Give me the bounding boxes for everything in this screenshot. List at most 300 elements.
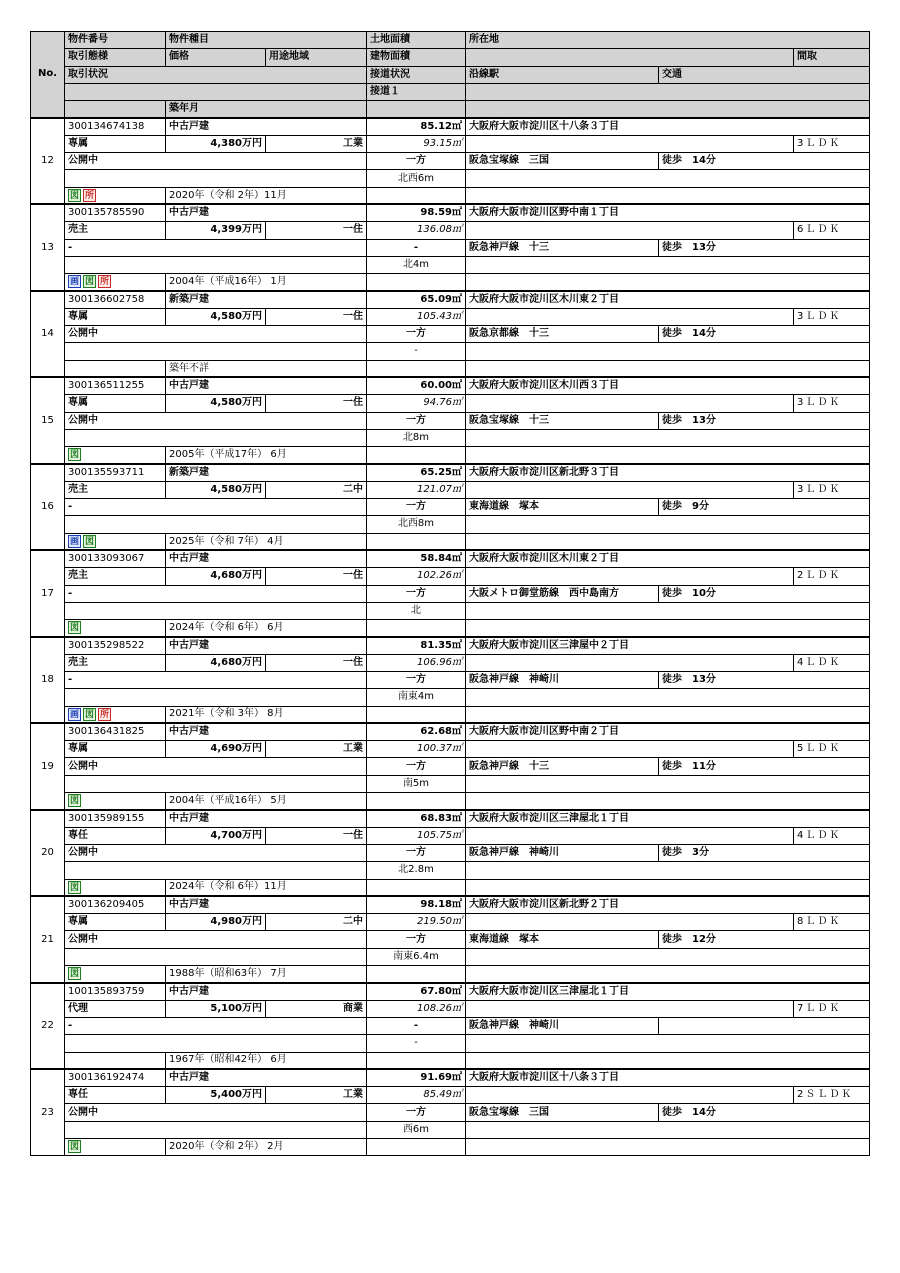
listing-blank <box>367 360 466 377</box>
listing-zoning: 一住 <box>266 308 367 325</box>
listing-zoning: 工業 <box>266 135 367 152</box>
listing-layout: 3ＬＤＫ <box>794 308 870 325</box>
listing-id: 300134674138 <box>65 118 166 135</box>
listing-station: 阪急京都線 十三 <box>466 326 659 343</box>
listing-blank <box>367 793 466 810</box>
listing-row <box>31 793 870 810</box>
listing-transport: 徒歩 14分 <box>659 326 870 343</box>
listing-no: 14 <box>31 291 65 377</box>
listing-blank <box>466 1121 870 1138</box>
listing-icons <box>65 360 166 377</box>
floorplan-icon[interactable]: 図 <box>69 450 79 461</box>
listing-row <box>31 291 870 308</box>
listing-transport: 徒歩 9分 <box>659 499 870 516</box>
floorplan-icon[interactable]: 図 <box>84 709 94 720</box>
listing-transport: 徒歩 14分 <box>659 1104 870 1121</box>
listing-building-area: 136.08㎡ <box>367 222 466 239</box>
listing-zoning: 一住 <box>266 568 367 585</box>
location-icon[interactable]: 所 <box>99 709 109 720</box>
listing-price: 4,580万円 <box>166 481 266 498</box>
listing-road1: 西6m <box>367 1121 466 1138</box>
listing-no: 18 <box>31 637 65 723</box>
listing-road1: 北2.8m <box>367 862 466 879</box>
listing-row <box>31 1069 870 1086</box>
listing-table <box>30 31 870 1156</box>
listing-price: 4,680万円 <box>166 568 266 585</box>
listing-station: 大阪メトロ御堂筋線 西中島南方 <box>466 585 659 602</box>
header-blank <box>367 101 466 118</box>
listing-type: 中古戸建 <box>166 810 367 827</box>
listing-road-status: 一方 <box>367 326 466 343</box>
listing-type: 中古戸建 <box>166 377 367 394</box>
listing-blank <box>466 187 870 204</box>
listing-address: 大阪府大阪市淀川区野中南２丁目 <box>466 723 870 740</box>
listing-blank <box>367 187 466 204</box>
floorplan-icon[interactable]: 図 <box>84 536 94 547</box>
listing-row <box>31 1104 870 1121</box>
listing-land-area: 68.83㎡ <box>367 810 466 827</box>
listing-row <box>31 654 870 671</box>
floorplan-icon[interactable]: 図 <box>69 882 79 893</box>
floorplan-icon[interactable]: 図 <box>69 190 79 201</box>
listing-id: 300136209405 <box>65 896 166 913</box>
listing-icons <box>65 447 166 464</box>
listing-row <box>31 170 870 187</box>
listing-built-date: 2025年（令和 7年） 4月 <box>166 533 367 550</box>
header-row-4 <box>31 83 870 100</box>
listing-status: 公開中 <box>65 931 367 948</box>
listing-row <box>31 447 870 464</box>
listing-price: 4,690万円 <box>166 741 266 758</box>
listing-blank <box>65 1035 367 1052</box>
listing-blank <box>466 741 794 758</box>
listing-no: 19 <box>31 723 65 809</box>
listing-station: 阪急神戸線 神崎川 <box>466 1017 659 1034</box>
listing-status: 公開中 <box>65 758 367 775</box>
listing-blank <box>367 966 466 983</box>
listing-blank <box>65 256 367 273</box>
listing-building-area: 219.50㎡ <box>367 914 466 931</box>
listing-row <box>31 983 870 1000</box>
listing-road1: - <box>367 1035 466 1052</box>
listing-road1: 北西6m <box>367 170 466 187</box>
listing-blank <box>466 395 794 412</box>
listing-id: 300136192474 <box>65 1069 166 1086</box>
floorplan-icon[interactable]: 図 <box>69 796 79 807</box>
listing-id: 100135893759 <box>65 983 166 1000</box>
listing-icons <box>65 966 166 983</box>
listing-blank <box>367 1052 466 1069</box>
listing-row <box>31 516 870 533</box>
floorplan-icon[interactable]: 図 <box>84 277 94 288</box>
listing-blank <box>65 948 367 965</box>
floorplan-icon[interactable]: 図 <box>69 1142 79 1153</box>
listing-land-area: 98.59㎡ <box>367 204 466 221</box>
listing-row <box>31 343 870 360</box>
listing-price: 5,400万円 <box>166 1087 266 1104</box>
listing-id: 300135785590 <box>65 204 166 221</box>
listing-land-area: 67.80㎡ <box>367 983 466 1000</box>
listing-road1: - <box>367 343 466 360</box>
listing-blank <box>466 602 870 619</box>
listing-no: 21 <box>31 896 65 982</box>
listing-road1: 南東6.4m <box>367 948 466 965</box>
listing-layout: 6ＬＤＫ <box>794 222 870 239</box>
listing-blank <box>466 308 794 325</box>
listing-sheet <box>30 31 869 1156</box>
header-kakaku: 価格 <box>166 49 266 66</box>
listing-row <box>31 481 870 498</box>
listing-status: - <box>65 499 367 516</box>
header-shumoku: 物件種目 <box>166 32 367 49</box>
listing-address: 大阪府大阪市淀川区新北野２丁目 <box>466 896 870 913</box>
listing-no: 20 <box>31 810 65 896</box>
listing-price: 4,980万円 <box>166 914 266 931</box>
listing-built-date: 築年不詳 <box>166 360 367 377</box>
listing-built-date: 1967年（昭和42年） 6月 <box>166 1052 367 1069</box>
listing-address: 大阪府大阪市淀川区十八条３丁目 <box>466 1069 870 1086</box>
listing-row <box>31 637 870 654</box>
listing-no: 12 <box>31 118 65 204</box>
header-no: No. <box>31 32 65 118</box>
listing-row <box>31 1139 870 1156</box>
header-setsudo1: 接道１ <box>367 83 466 100</box>
listing-blank <box>65 775 367 792</box>
listing-row <box>31 585 870 602</box>
listing-building-area: 102.26㎡ <box>367 568 466 585</box>
listing-row <box>31 758 870 775</box>
listing-blank <box>466 689 870 706</box>
listing-road-status: - <box>367 1017 466 1034</box>
listing-row <box>31 671 870 688</box>
listing-blank <box>466 654 794 671</box>
listing-road-status: 一方 <box>367 412 466 429</box>
listing-layout: 3ＬＤＫ <box>794 481 870 498</box>
listing-price: 4,700万円 <box>166 827 266 844</box>
listing-transaction-mode: 専属 <box>65 741 166 758</box>
listing-blank <box>466 620 870 637</box>
listing-land-area: 62.68㎡ <box>367 723 466 740</box>
listing-row <box>31 153 870 170</box>
listing-blank <box>466 706 870 723</box>
listing-station: 阪急宝塚線 三国 <box>466 1104 659 1121</box>
listing-row <box>31 274 870 291</box>
listing-station: 阪急神戸線 十三 <box>466 758 659 775</box>
listing-blank <box>466 447 870 464</box>
listing-built-date: 2024年（令和 6年） 6月 <box>166 620 367 637</box>
listing-building-area: 121.07㎡ <box>367 481 466 498</box>
listing-transaction-mode: 専属 <box>65 914 166 931</box>
header-row-1 <box>31 32 870 49</box>
header-madori: 間取 <box>794 49 870 66</box>
listing-road-status: 一方 <box>367 758 466 775</box>
listing-blank <box>466 966 870 983</box>
listing-blank <box>466 135 794 152</box>
listing-row <box>31 326 870 343</box>
header-blank <box>466 83 870 100</box>
listing-row <box>31 966 870 983</box>
listing-layout: 2ＳＬＤＫ <box>794 1087 870 1104</box>
listing-blank <box>65 689 367 706</box>
listing-station: 東海道線 塚本 <box>466 931 659 948</box>
listing-row <box>31 429 870 446</box>
listing-blank <box>466 1087 794 1104</box>
listing-land-area: 85.12㎡ <box>367 118 466 135</box>
listing-blank <box>466 793 870 810</box>
listing-zoning: 二中 <box>266 481 367 498</box>
listing-zoning: 一住 <box>266 654 367 671</box>
listing-icons <box>65 879 166 896</box>
listing-id: 300136602758 <box>65 291 166 308</box>
header-shozai: 所在地 <box>466 32 870 49</box>
listing-row <box>31 239 870 256</box>
listing-land-area: 81.35㎡ <box>367 637 466 654</box>
listing-blank <box>466 343 870 360</box>
listing-address: 大阪府大阪市淀川区三津屋北１丁目 <box>466 983 870 1000</box>
listing-road-status: - <box>367 239 466 256</box>
listing-status: 公開中 <box>65 1104 367 1121</box>
header-tatemono: 建物面積 <box>367 49 466 66</box>
listing-transport: 徒歩 14分 <box>659 153 870 170</box>
listing-row <box>31 1035 870 1052</box>
listing-row <box>31 1052 870 1069</box>
listing-blank <box>466 1035 870 1052</box>
listing-row <box>31 810 870 827</box>
listing-road1: 北西8m <box>367 516 466 533</box>
listing-layout: 4ＬＤＫ <box>794 654 870 671</box>
listing-zoning: 工業 <box>266 741 367 758</box>
listing-transaction-mode: 売主 <box>65 654 166 671</box>
listing-zoning: 二中 <box>266 914 367 931</box>
listing-transaction-mode: 専任 <box>65 827 166 844</box>
location-icon[interactable]: 所 <box>84 190 94 201</box>
listing-building-area: 108.26㎡ <box>367 1000 466 1017</box>
listing-row <box>31 775 870 792</box>
header-row-3 <box>31 66 870 83</box>
listing-blank <box>466 274 870 291</box>
listing-row <box>31 118 870 135</box>
header-blank <box>466 101 870 118</box>
listing-type: 中古戸建 <box>166 118 367 135</box>
listing-blank <box>466 568 794 585</box>
listing-station: 阪急神戸線 神崎川 <box>466 844 659 861</box>
listing-station: 阪急神戸線 神崎川 <box>466 671 659 688</box>
listing-row <box>31 723 870 740</box>
listing-blank <box>466 222 794 239</box>
listing-blank <box>466 879 870 896</box>
listing-built-date: 1988年（昭和63年） 7月 <box>166 966 367 983</box>
listing-built-date: 2024年（令和 6年）11月 <box>166 879 367 896</box>
listing-price: 5,100万円 <box>166 1000 266 1017</box>
listing-land-area: 91.69㎡ <box>367 1069 466 1086</box>
listing-blank <box>466 481 794 498</box>
listing-row <box>31 308 870 325</box>
listing-type: 新築戸建 <box>166 291 367 308</box>
listing-id: 300135298522 <box>65 637 166 654</box>
listing-row <box>31 204 870 221</box>
floorplan-icon[interactable]: 図 <box>69 969 79 980</box>
header-tochi: 土地面積 <box>367 32 466 49</box>
listing-road1: 北4m <box>367 256 466 273</box>
listing-land-area: 60.00㎡ <box>367 377 466 394</box>
listing-row <box>31 222 870 239</box>
listing-type: 中古戸建 <box>166 550 367 567</box>
listing-price: 4,680万円 <box>166 654 266 671</box>
listing-price: 4,580万円 <box>166 308 266 325</box>
listing-transport: 徒歩 3分 <box>659 844 870 861</box>
listing-row <box>31 499 870 516</box>
listing-transaction-mode: 専属 <box>65 308 166 325</box>
listing-land-area: 65.25㎡ <box>367 464 466 481</box>
listing-id: 300135989155 <box>65 810 166 827</box>
listing-row <box>31 1087 870 1104</box>
listing-road-status: 一方 <box>367 671 466 688</box>
listing-transport: 徒歩 13分 <box>659 671 870 688</box>
listing-blank <box>367 274 466 291</box>
listing-row <box>31 550 870 567</box>
listing-building-area: 100.37㎡ <box>367 741 466 758</box>
listing-status: - <box>65 239 367 256</box>
listing-transaction-mode: 売主 <box>65 222 166 239</box>
listing-row <box>31 1017 870 1034</box>
listing-type: 中古戸建 <box>166 983 367 1000</box>
listing-price: 4,380万円 <box>166 135 266 152</box>
listing-blank <box>367 706 466 723</box>
listing-transport: 徒歩 11分 <box>659 758 870 775</box>
listing-transaction-mode: 代理 <box>65 1000 166 1017</box>
listing-transport <box>659 1017 870 1034</box>
listing-blank <box>466 914 794 931</box>
listing-blank <box>466 360 870 377</box>
listing-transaction-mode: 専属 <box>65 135 166 152</box>
listing-road1: 北8m <box>367 429 466 446</box>
listing-blank <box>367 620 466 637</box>
listing-transport: 徒歩 10分 <box>659 585 870 602</box>
listing-row <box>31 412 870 429</box>
listing-building-area: 94.76㎡ <box>367 395 466 412</box>
listing-icons <box>65 1139 166 1156</box>
listing-blank <box>65 170 367 187</box>
listing-row <box>31 741 870 758</box>
listing-blank <box>466 1052 870 1069</box>
listing-row <box>31 602 870 619</box>
listing-no: 23 <box>31 1069 65 1155</box>
listing-blank <box>466 775 870 792</box>
listing-address: 大阪府大阪市淀川区木川西３丁目 <box>466 377 870 394</box>
listing-blank <box>466 533 870 550</box>
listing-icons <box>65 274 166 291</box>
listing-price: 4,399万円 <box>166 222 266 239</box>
listing-status: 公開中 <box>65 412 367 429</box>
listing-status: 公開中 <box>65 844 367 861</box>
listing-blank <box>367 447 466 464</box>
listing-zoning: 工業 <box>266 1087 367 1104</box>
listing-address: 大阪府大阪市淀川区木川東２丁目 <box>466 291 870 308</box>
listing-row <box>31 827 870 844</box>
listing-icons <box>65 1052 166 1069</box>
listing-road-status: 一方 <box>367 931 466 948</box>
listing-blank <box>65 429 367 446</box>
floorplan-icon[interactable]: 図 <box>69 623 79 634</box>
listing-blank <box>466 170 870 187</box>
listing-status: - <box>65 1017 367 1034</box>
listing-transaction-mode: 売主 <box>65 481 166 498</box>
listing-address: 大阪府大阪市淀川区新北野３丁目 <box>466 464 870 481</box>
listing-row <box>31 706 870 723</box>
listing-building-area: 105.75㎡ <box>367 827 466 844</box>
listing-built-date: 2021年（令和 3年） 8月 <box>166 706 367 723</box>
listing-no: 15 <box>31 377 65 463</box>
listing-row <box>31 256 870 273</box>
listing-row <box>31 377 870 394</box>
listing-row <box>31 533 870 550</box>
listing-row <box>31 948 870 965</box>
listing-row <box>31 689 870 706</box>
listing-built-date: 2004年（平成16年） 1月 <box>166 274 367 291</box>
listing-blank <box>367 533 466 550</box>
listing-row <box>31 135 870 152</box>
listing-address: 大阪府大阪市淀川区野中南１丁目 <box>466 204 870 221</box>
listing-station: 阪急宝塚線 三国 <box>466 153 659 170</box>
image-icon[interactable]: 画 <box>69 709 79 720</box>
listing-layout: 3ＬＤＫ <box>794 135 870 152</box>
listing-row <box>31 844 870 861</box>
listing-blank <box>466 1000 794 1017</box>
listing-building-area: 93.15㎡ <box>367 135 466 152</box>
listing-type: 中古戸建 <box>166 896 367 913</box>
listing-road1: 南東4m <box>367 689 466 706</box>
header-row-5 <box>31 101 870 118</box>
header-bukken-no: 物件番号 <box>65 32 166 49</box>
image-icon[interactable]: 画 <box>69 536 79 547</box>
listing-row <box>31 879 870 896</box>
listing-blank <box>65 343 367 360</box>
listing-type: 中古戸建 <box>166 723 367 740</box>
listing-type: 中古戸建 <box>166 204 367 221</box>
header-blank <box>466 49 794 66</box>
listing-status: - <box>65 671 367 688</box>
listing-row <box>31 620 870 637</box>
listing-row <box>31 896 870 913</box>
listing-blank <box>466 516 870 533</box>
header-row-2 <box>31 49 870 66</box>
listing-road1: 北 <box>367 602 466 619</box>
listing-road-status: 一方 <box>367 499 466 516</box>
location-icon[interactable]: 所 <box>99 277 109 288</box>
listing-road-status: 一方 <box>367 1104 466 1121</box>
listing-road-status: 一方 <box>367 844 466 861</box>
listing-address: 大阪府大阪市淀川区三津屋中２丁目 <box>466 637 870 654</box>
listing-land-area: 58.84㎡ <box>367 550 466 567</box>
listing-no: 22 <box>31 983 65 1069</box>
header-yoto: 用途地域 <box>266 49 367 66</box>
image-icon[interactable]: 画 <box>69 277 79 288</box>
listing-row <box>31 464 870 481</box>
listing-blank <box>65 862 367 879</box>
listing-layout: 4ＬＤＫ <box>794 827 870 844</box>
listing-row <box>31 914 870 931</box>
listing-road1: 南5m <box>367 775 466 792</box>
listing-row <box>31 1121 870 1138</box>
listing-road-status: 一方 <box>367 585 466 602</box>
listing-transaction-mode: 専任 <box>65 1087 166 1104</box>
listing-built-date: 2020年（令和 2年） 2月 <box>166 1139 367 1156</box>
listing-blank <box>466 429 870 446</box>
listing-building-area: 106.96㎡ <box>367 654 466 671</box>
listing-layout: 7ＬＤＫ <box>794 1000 870 1017</box>
listing-id: 300136431825 <box>65 723 166 740</box>
listing-layout: 3ＬＤＫ <box>794 395 870 412</box>
